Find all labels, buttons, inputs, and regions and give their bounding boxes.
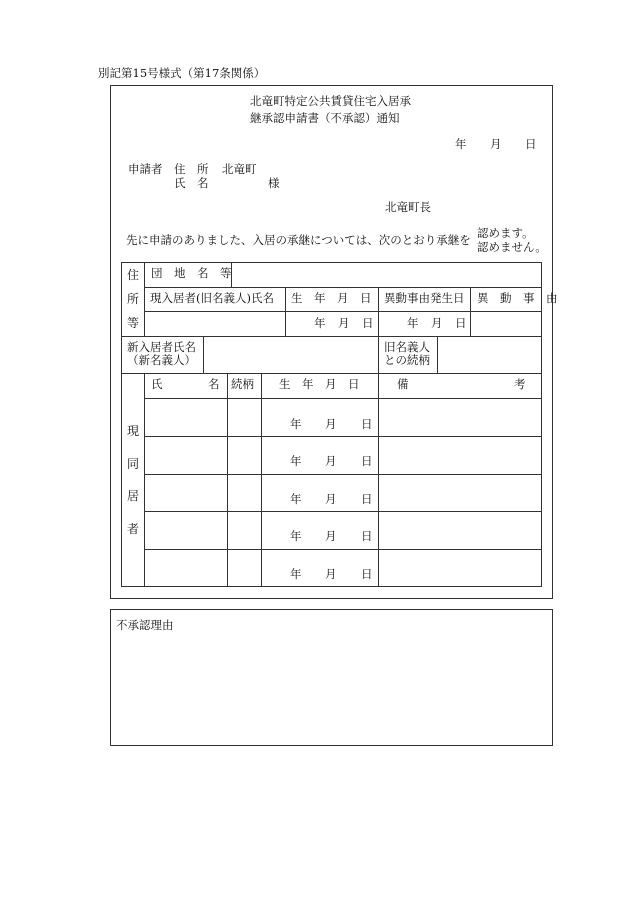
side-label-cohabitant-3: 居 [127,489,140,503]
side-label-address-3: 等 [127,316,140,330]
change-date-label: 異動事由発生日 [384,291,465,305]
change-date-day: 日 [455,316,467,330]
change-date-year: 年 [407,316,419,330]
col-divider [378,336,379,373]
date-day-label: 日 [525,137,537,151]
col-divider [227,373,228,587]
cohabitant-3-year: 年 [290,492,302,506]
applicant-name-label: 氏 名 [174,176,209,190]
col-divider [378,373,379,587]
danchi-name-label: 団 地 名 等 [151,266,232,280]
side-label-address-2: 所 [127,292,140,306]
side-label-address-1: 住 [127,268,140,282]
row-divider [144,287,541,288]
col-header-name-2: 名 [208,377,220,391]
cohabitant-2-day: 日 [361,454,373,468]
side-label-cohabitant-4: 者 [127,522,140,536]
date-year-label: 年 [455,137,467,151]
birthdate-day: 日 [362,316,374,330]
col-divider [203,336,204,373]
change-reason-label: 異 動 事 由 [477,291,558,305]
cohabitant-1-year: 年 [290,417,302,431]
choice-disapprove: 認めません。 [477,240,547,254]
col-divider [285,287,286,336]
cohabitant-5-year: 年 [290,567,302,581]
cohabitant-1-month: 月 [325,417,337,431]
side-label-cohabitant-2: 同 [127,457,140,471]
cohabitant-3-day: 日 [361,492,373,506]
row-divider [144,474,541,475]
cohabitant-3-month: 月 [325,492,337,506]
form-number-note: 別記第15号様式（第17条関係） [98,66,266,80]
relation-label-1: 旧名義人 [384,340,430,354]
applicant-honorific: 様 [268,176,280,190]
col-divider [261,373,262,587]
disapproval-reason-box [110,609,553,746]
col-header-name-1: 氏 [151,377,163,391]
cohabitant-4-year: 年 [290,529,302,543]
cohabitant-4-day: 日 [361,529,373,543]
disapproval-reason-label: 不承認理由 [116,618,174,632]
date-month-label: 月 [490,137,502,151]
cohabitant-2-year: 年 [290,454,302,468]
row-divider [144,398,541,399]
change-date-month: 月 [431,316,443,330]
col-divider [144,373,145,587]
new-resident-label-2: （新名義人） [127,353,196,367]
col-divider [378,287,379,336]
row-divider [144,311,541,312]
birthdate-year: 年 [314,316,326,330]
applicant-address-value: 北竜町 [222,162,257,176]
cohabitant-5-day: 日 [361,567,373,581]
choice-approve: 認めます。 [477,226,534,240]
cohabitant-4-month: 月 [325,529,337,543]
side-label-cohabitant-1: 現 [127,424,140,438]
col-header-birthdate: 生 年 月 日 [279,377,360,391]
col-divider [144,262,145,336]
cohabitant-1-day: 日 [361,417,373,431]
row-divider [121,336,541,337]
current-resident-name-label: 現入居者(旧名義人)氏名 [150,291,274,305]
applicant-address-label: 住 所 [174,162,209,176]
row-divider [144,549,541,550]
cohabitant-5-month: 月 [325,567,337,581]
col-divider [470,287,471,336]
cohabitant-2-month: 月 [325,454,337,468]
col-header-relation: 続柄 [231,377,254,391]
col-header-note-1: 備 [397,377,409,391]
title-line-1: 北竜町特定公共賃貸住宅入居承 [250,94,411,108]
body-text: 先に申請のありました、入居の承継については、次のとおり承継を [126,233,471,247]
col-divider [437,336,438,373]
row-divider [144,436,541,437]
applicant-label: 申請者 [128,162,163,176]
birthdate-month: 月 [338,316,350,330]
issuer-name: 北竜町長 [385,200,431,214]
title-line-2: 継承認申請書（不承認）通知 [250,111,400,125]
birthdate-label: 生 年 月 日 [291,291,372,305]
row-divider [144,511,541,512]
new-resident-label-1: 新入居者氏名 [127,340,196,354]
row-divider [121,373,541,374]
relation-label-2: との続柄 [384,353,430,367]
col-header-note-2: 考 [514,377,526,391]
